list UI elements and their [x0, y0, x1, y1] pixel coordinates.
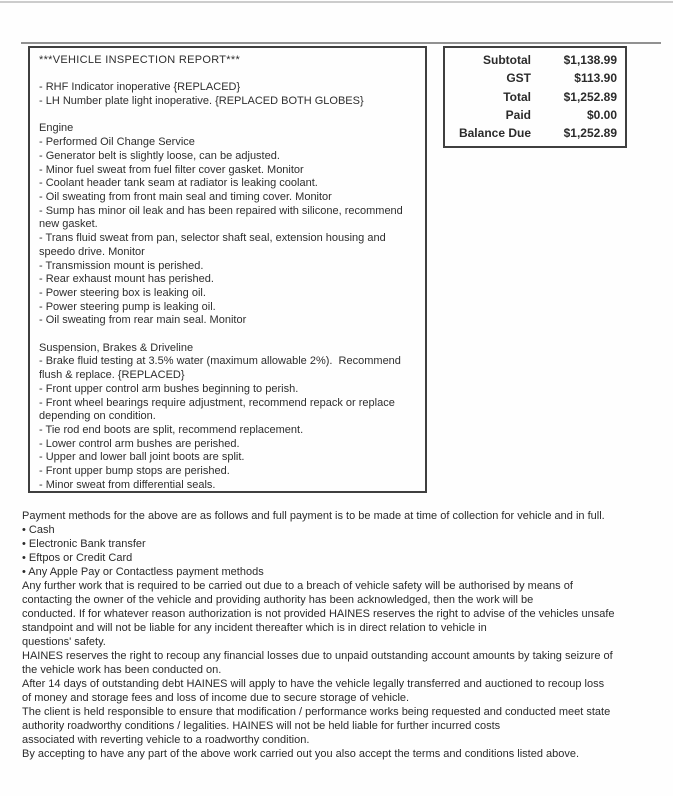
report-line: [39, 328, 417, 342]
totals-value: $113.90: [574, 71, 617, 86]
terms-line: standpoint and will not be liable for any incident thereafter which is in direct relation to vehicle in: [22, 622, 487, 634]
totals-value: $1,138.99: [563, 53, 617, 67]
report-line: - Tie rod end boots are split, recommend replacement.: [39, 423, 304, 436]
totals-label: Paid: [505, 107, 531, 122]
terms-line: conducted. If for whatever reason authorization is not provided HAINES reserves the right to advise of the vehicles unsafe: [22, 608, 615, 620]
terms-line: • Cash: [22, 524, 55, 536]
report-line: [39, 109, 417, 123]
report-line: - Front upper control arm bushes beginning to perish.: [39, 382, 299, 395]
terms-line: By accepting to have any part of the above work carried out you also accept the terms and conditions listed above.: [22, 748, 580, 760]
terms-line: After 14 days of outstanding debt HAINES will apply to have the vehicle legally transferred and auctioned to recoup loss: [22, 678, 605, 690]
report-line: - Oil sweating from rear main seal. Monitor: [39, 314, 247, 327]
terms-line: HAINES reserves the right to recoup any financial losses due to unpaid outstanding account amounts by taking seizure of: [22, 650, 613, 662]
report-line: - Rear exhaust mount has perished.: [39, 273, 214, 286]
terms-line: The client is held responsible to ensure that modification / performance works being requested and conducted meet state: [22, 706, 611, 718]
inspection-report-box: [28, 46, 427, 493]
totals-label: Total: [503, 89, 531, 104]
report-line: flush & replace. {REPLACED}: [39, 369, 185, 382]
report-line: - Coolant header tank seam at radiator is leaking coolant.: [39, 177, 318, 190]
report-line: Engine: [39, 122, 74, 135]
totals-row: [453, 126, 617, 141]
terms-line: contacting the owner of the vehicle and providing authority has been acknowledged, then the work will be: [22, 594, 534, 606]
terms-line: of money and storage fees and loss of income due to secure storage of vehicle.: [22, 692, 410, 704]
report-line: - Front upper bump stops are perished.: [39, 465, 230, 478]
terms-section: [22, 509, 667, 761]
scan-edge-line: [0, 1, 673, 3]
totals-row: [453, 90, 617, 105]
report-line: - Power steering box is leaking oil.: [39, 286, 206, 299]
totals-row: [453, 53, 617, 68]
report-line: - Power steering pump is leaking oil.: [39, 300, 216, 313]
report-line: - Oil sweating from front main seal and timing cover. Monitor: [39, 191, 332, 203]
terms-line: questions' safety.: [22, 636, 106, 648]
report-line: - Generator belt is slightly loose, can be adjusted.: [39, 149, 280, 162]
report-line: - LH Number plate light inoperative. {REPLACED BOTH GLOBES}: [39, 95, 364, 108]
report-line: - Minor sweat from differential seals.: [39, 478, 216, 491]
totals-label: Subtotal: [483, 53, 531, 67]
totals-value: $0.00: [586, 107, 617, 122]
terms-line: • Electronic Bank transfer: [22, 538, 146, 550]
report-line: speedo drive. Monitor: [39, 245, 145, 258]
terms-line: associated with reverting vehicle to a roadworthy condition.: [22, 734, 310, 746]
totals-row: [453, 71, 617, 86]
terms-line: • Any Apple Pay or Contactless payment methods: [22, 566, 264, 578]
report-line: - Lower control arm bushes are perished.: [39, 437, 240, 450]
report-line: Suspension, Brakes & Driveline: [39, 341, 194, 354]
report-line: - RHF Indicator inoperative {REPLACED}: [39, 81, 241, 94]
report-line: - Sump has minor oil leak and has been repaired with silicone, recommend: [39, 204, 403, 217]
terms-line: Any further work that is required to be carried out due to a breach of vehicle safety will be authorised by means of: [22, 580, 573, 592]
totals-box: [443, 46, 627, 148]
totals-row: [453, 108, 617, 123]
report-line: [39, 68, 417, 82]
report-line: - Minor fuel sweat from fuel filter cover gasket. Monitor: [39, 163, 304, 176]
totals-label: GST: [506, 71, 531, 86]
report-line: new gasket.: [39, 218, 98, 231]
report-line: - Transmission mount is perished.: [39, 259, 204, 272]
totals-value: $1,252.89: [563, 126, 617, 140]
report-line: - Performed Oil Change Service: [39, 136, 195, 149]
header-rule: [21, 42, 661, 44]
terms-line: the vehicle work has been conducted on.: [22, 664, 222, 676]
terms-line: Payment methods for the above are as follows and full payment is to be made at time of collection for vehicle and in full.: [22, 510, 605, 522]
terms-line: authority roadworthy conditions / legalities. HAINES will not be held liable for further incurred costs: [22, 720, 501, 732]
report-line: - Front wheel bearings require adjustment, recommend repack or replace: [39, 396, 395, 409]
totals-value: $1,252.89: [563, 89, 617, 104]
terms-line: • Eftpos or Credit Card: [22, 552, 133, 564]
report-title: ***VEHICLE INSPECTION REPORT***: [39, 54, 241, 66]
totals-label: Balance Due: [458, 126, 531, 140]
report-line: depending on condition.: [39, 410, 156, 423]
report-line: - Brake fluid testing at 3.5% water (maximum allowable 2%). Recommend: [39, 355, 401, 368]
report-line: - Trans fluid sweat from pan, selector shaft seal, extension housing and: [39, 232, 386, 245]
report-line: - Upper and lower ball joint boots are split.: [39, 451, 245, 464]
